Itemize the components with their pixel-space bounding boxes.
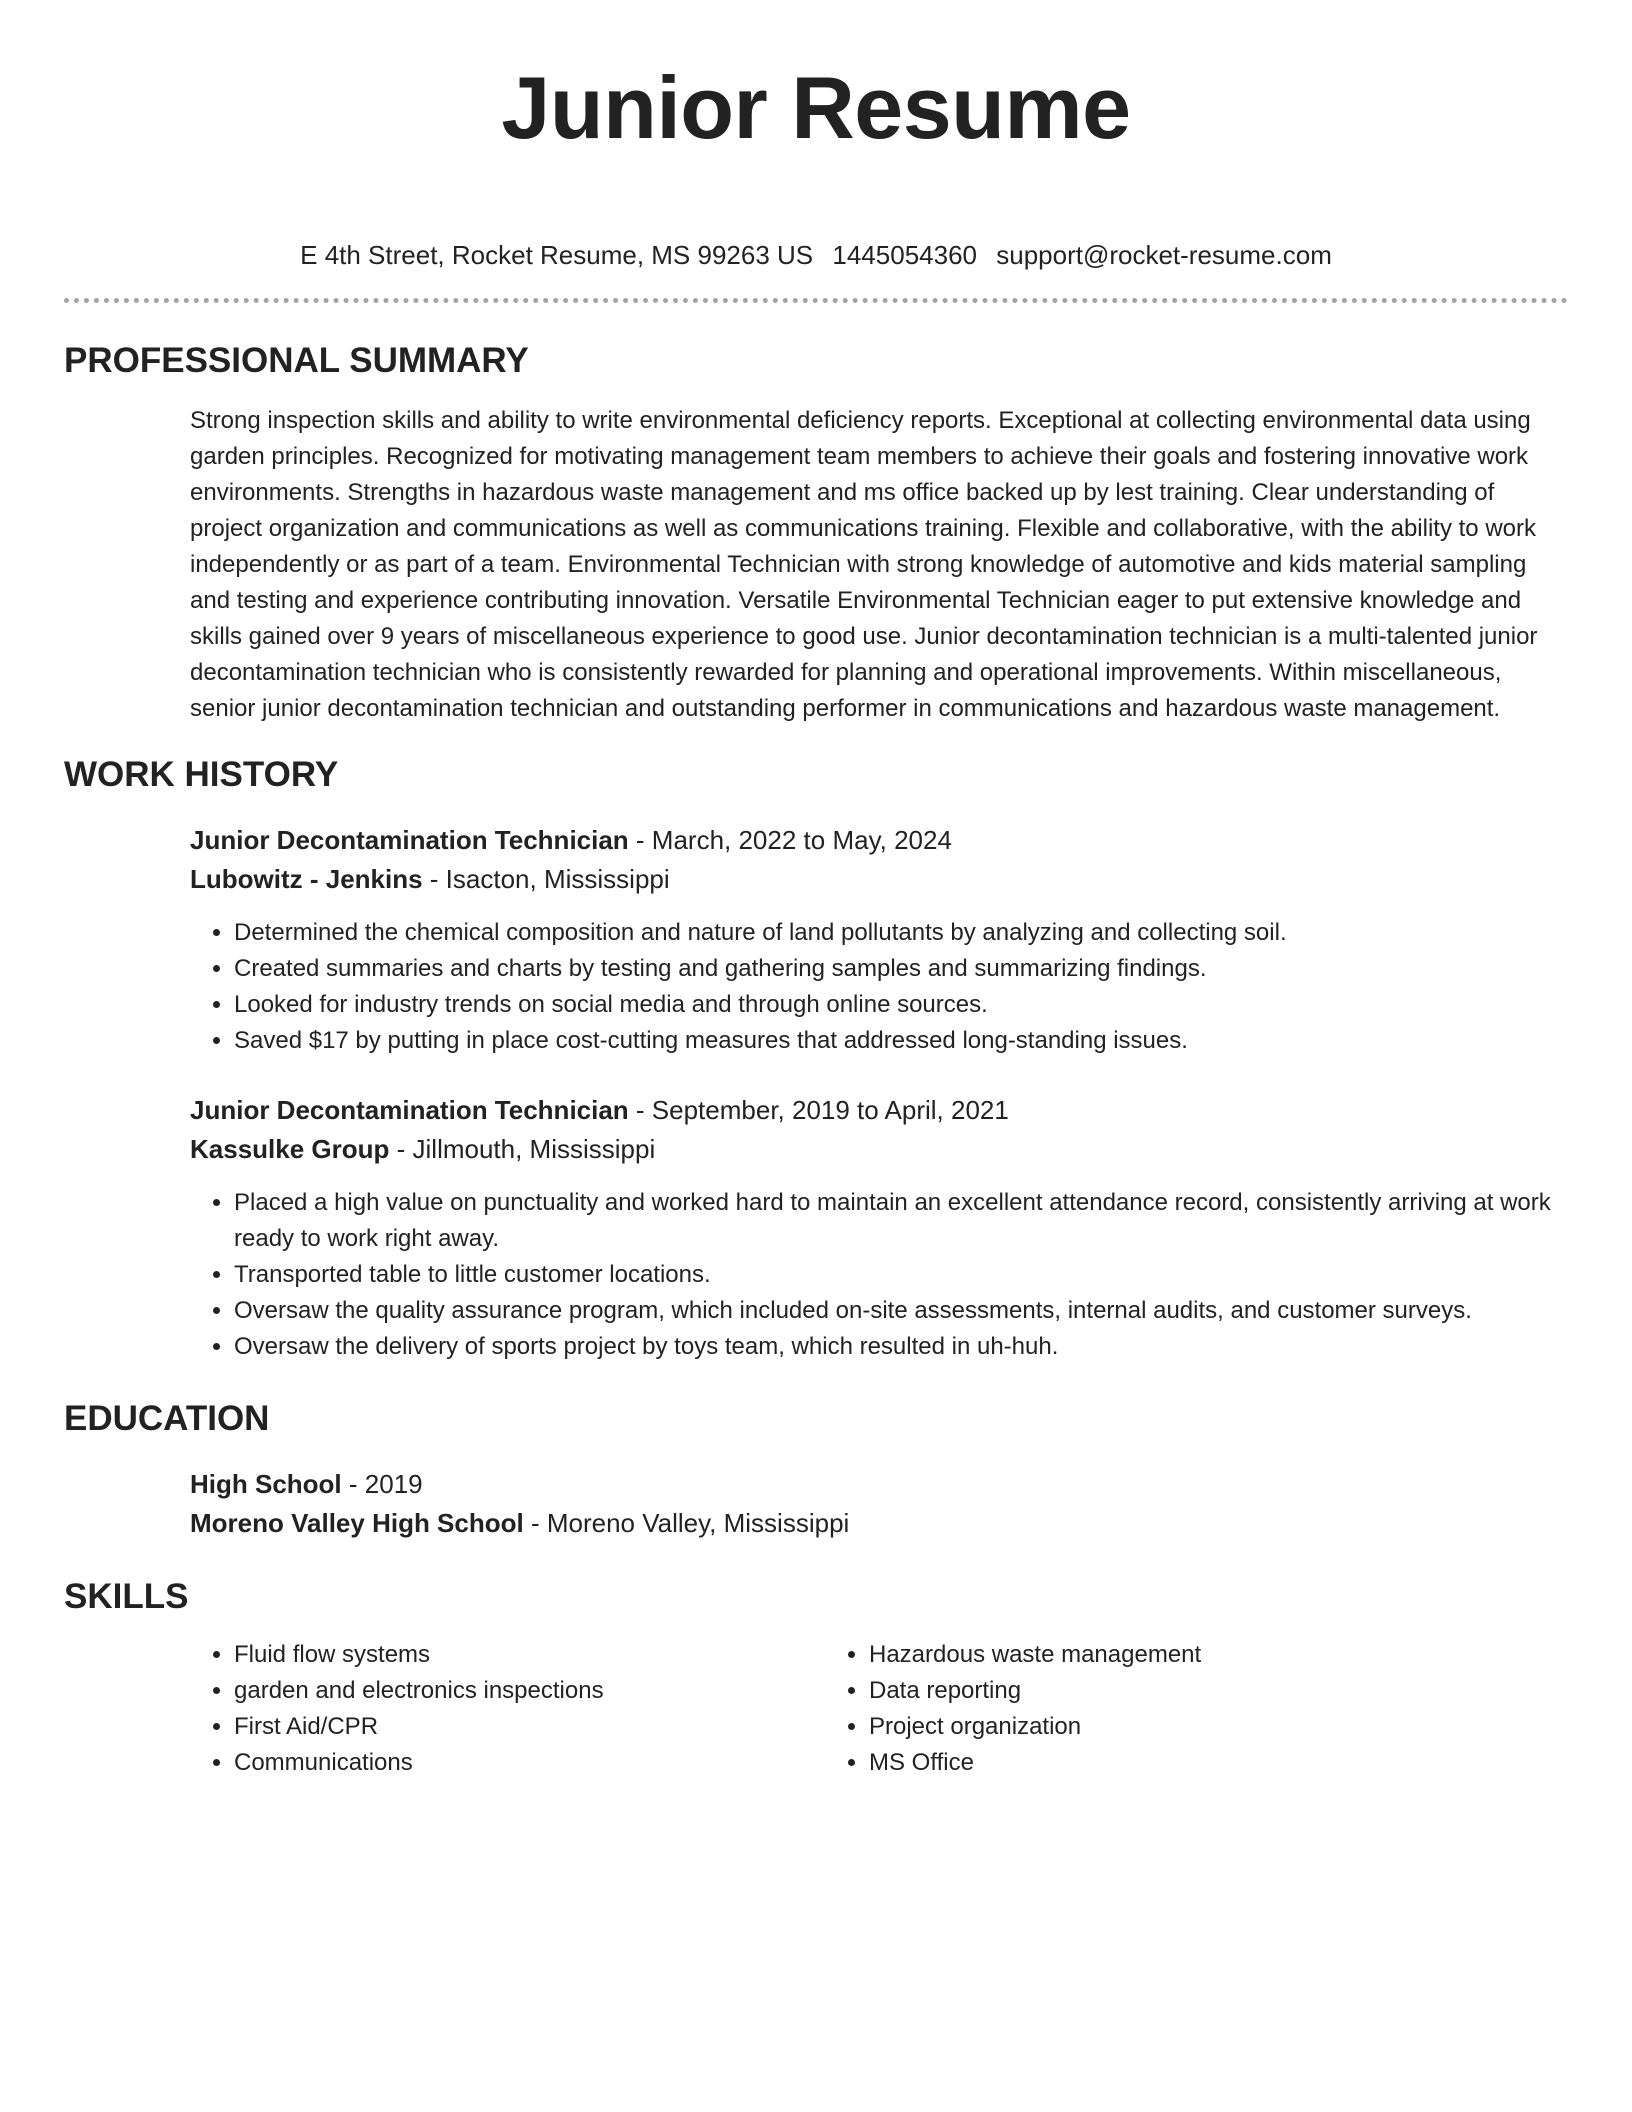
job-bullet: • Determined the chemical composition and nature of land pollutants by analyzing and collecting soil. <box>234 915 1568 951</box>
resume-name: Junior Resume <box>501 58 1131 157</box>
education-year: - 2019 <box>341 1469 423 1499</box>
skills-grid <box>190 1637 1568 1781</box>
work-history-heading: WORK HISTORY <box>64 755 339 794</box>
contact-email: support@rocket-resume.com <box>996 240 1332 270</box>
job-bullet: • Oversaw the quality assurance program, which included on-site assessments, internal audits, and customer surveys. <box>234 1293 1568 1329</box>
skill-item: • Data reporting <box>869 1673 1465 1709</box>
job-entry <box>190 1091 1568 1365</box>
education-heading: EDUCATION <box>64 1399 270 1438</box>
job-company: Lubowitz - Jenkins <box>190 864 423 894</box>
job-bullet: • Created summaries and charts by testing and gathering samples and summarizing findings. <box>234 951 1568 987</box>
contact-address: E 4th Street, Rocket Resume, MS 99263 US <box>300 240 814 270</box>
job-bullet: • Placed a high value on punctuality and worked hard to maintain an excellent attendance record, consistently arriving at work ready to work right away. <box>234 1185 1568 1257</box>
skill-item: • Project organization <box>869 1709 1465 1745</box>
job-company: Kassulke Group <box>190 1134 390 1164</box>
skill-item: • Fluid flow systems <box>234 1637 825 1673</box>
education-degree-line <box>190 1465 1568 1504</box>
summary-heading: PROFESSIONAL SUMMARY <box>64 341 529 380</box>
job-role: Junior Decontamination Technician <box>190 1095 629 1125</box>
skills-heading: SKILLS <box>64 1577 189 1616</box>
job-dates: - September, 2019 to April, 2021 <box>628 1095 1009 1125</box>
skill-item: • Hazardous waste management <box>869 1637 1465 1673</box>
education-entry <box>190 1465 1568 1543</box>
job-title-line <box>190 821 1568 860</box>
summary-text: Strong inspection skills and ability to write environmental deficiency reports. Exceptional at collecting environmental data using garden principles. Recognized for motivating management team members to achieve their goals and fostering innovative work environments. Strengths in hazardous waste management and ms office backed up by lest training. Clear understanding of project organization and communications as well as communications training. Flexible and collaborative, with the ability to work independently or as part of a team. Environmental Technician with strong knowledge of automotive and kids material sampling and testing and experience contributing innovation. Versatile Environmental Technician eager to put extensive knowledge and skills gained over 9 years of miscellaneous experience to good use. Junior decontamination technician is a multi-talented junior decontamination technician who is consistently rewarded for planning and operational improvements. Within miscellaneous, senior junior decontamination technician and outstanding performer in communications and hazardous waste management. <box>190 407 1538 722</box>
education-degree: High School <box>190 1469 342 1499</box>
job-bullet: • Oversaw the delivery of sports project by toys team, which resulted in uh-huh. <box>234 1329 1568 1365</box>
skill-item: • First Aid/CPR <box>234 1709 825 1745</box>
work-history-list <box>190 821 1568 1365</box>
job-bullets <box>190 1185 1568 1365</box>
job-location: - Jillmouth, Mississippi <box>389 1134 656 1164</box>
job-dates: - March, 2022 to May, 2024 <box>628 825 952 855</box>
skill-item: • MS Office <box>869 1745 1465 1781</box>
contact-line <box>64 238 1568 272</box>
job-bullets <box>190 915 1568 1059</box>
education-location: - Moreno Valley, Mississippi <box>523 1508 850 1538</box>
contact-phone: 1445054360 <box>832 240 977 270</box>
skill-item: • garden and electronics inspections <box>234 1673 825 1709</box>
header-divider <box>64 298 1568 303</box>
education-school-line <box>190 1504 1568 1543</box>
job-location: - Isacton, Mississippi <box>422 864 670 894</box>
job-bullet: • Transported table to little customer locations. <box>234 1257 1568 1293</box>
job-company-line <box>190 860 1568 899</box>
job-entry <box>190 821 1568 1059</box>
skills-column-right <box>825 1637 1465 1781</box>
job-title-line <box>190 1091 1568 1130</box>
skill-item: • Communications <box>234 1745 825 1781</box>
job-bullet: • Saved $17 by putting in place cost-cutting measures that addressed long-standing issues. <box>234 1023 1568 1059</box>
job-role: Junior Decontamination Technician <box>190 825 629 855</box>
education-school: Moreno Valley High School <box>190 1508 524 1538</box>
skills-column-left <box>190 1637 825 1781</box>
job-bullet: • Looked for industry trends on social media and through online sources. <box>234 987 1568 1023</box>
job-company-line <box>190 1130 1568 1169</box>
